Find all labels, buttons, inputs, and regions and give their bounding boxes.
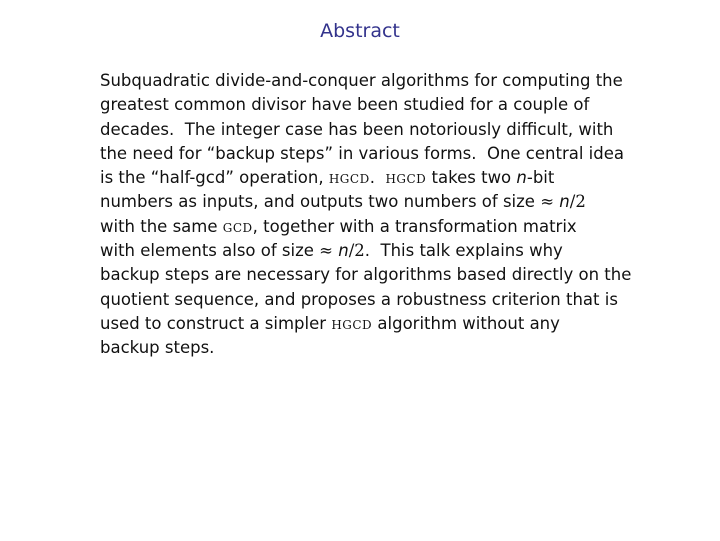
text: decades. The integer case has been notoriously difficult, with <box>100 119 614 139</box>
abstract-line-1 <box>100 69 640 93</box>
text: the need for “backup steps” in various forms. One central idea <box>100 143 625 163</box>
abstract-line-10 <box>100 288 640 312</box>
abstract-line-8 <box>100 239 640 263</box>
small-caps-hgcd: HGCD <box>328 172 370 187</box>
abstract-line-7 <box>100 215 640 239</box>
text: -bit <box>526 168 555 188</box>
math-var-n: n <box>559 192 570 212</box>
small-caps-gcd: GCD <box>222 220 253 235</box>
abstract-line-5 <box>100 166 640 190</box>
math-slash: / <box>569 192 576 212</box>
text: used to construct a simpler <box>100 313 332 333</box>
text: with the same <box>100 216 223 236</box>
text: greatest common divisor have been studied for a couple of <box>100 95 590 115</box>
abstract-line-9 <box>100 263 640 287</box>
abstract-line-4 <box>100 142 640 166</box>
abstract-line-12 <box>100 336 640 360</box>
text: backup steps are necessary for algorithms based directly on the <box>100 265 632 285</box>
text: with elements also of size <box>100 241 320 261</box>
text: takes two <box>426 168 517 188</box>
slide-title: Abstract <box>320 20 400 42</box>
text: is the “half-gcd” operation, <box>100 168 329 188</box>
abstract-body <box>100 69 640 361</box>
abstract-line-3 <box>100 118 640 142</box>
math-var-n: n <box>338 241 349 261</box>
text: . This talk explains why <box>364 241 563 261</box>
small-caps-hgcd: HGCD <box>331 317 373 332</box>
text: , together with a transformation matrix <box>252 216 577 236</box>
text: quotient sequence, and proposes a robustness criterion that is <box>100 289 618 309</box>
math-var-n: n <box>516 168 527 188</box>
abstract-line-2 <box>100 93 640 117</box>
text: algorithm without any <box>372 313 560 333</box>
math-number: 2 <box>575 192 586 212</box>
approx-symbol: ≈ <box>319 241 333 261</box>
small-caps-hgcd: HGCD <box>385 172 427 187</box>
approx-symbol: ≈ <box>540 192 555 212</box>
abstract-line-6 <box>100 190 640 214</box>
text: . <box>369 168 386 188</box>
abstract-line-11 <box>100 312 640 336</box>
math-number: 2 <box>354 241 365 261</box>
text: Subquadratic divide-and-conquer algorithms for computing the <box>100 71 623 90</box>
math-slash: / <box>348 241 355 261</box>
text: backup steps. <box>100 338 215 358</box>
text: numbers as inputs, and outputs two numbers of size <box>100 192 541 212</box>
